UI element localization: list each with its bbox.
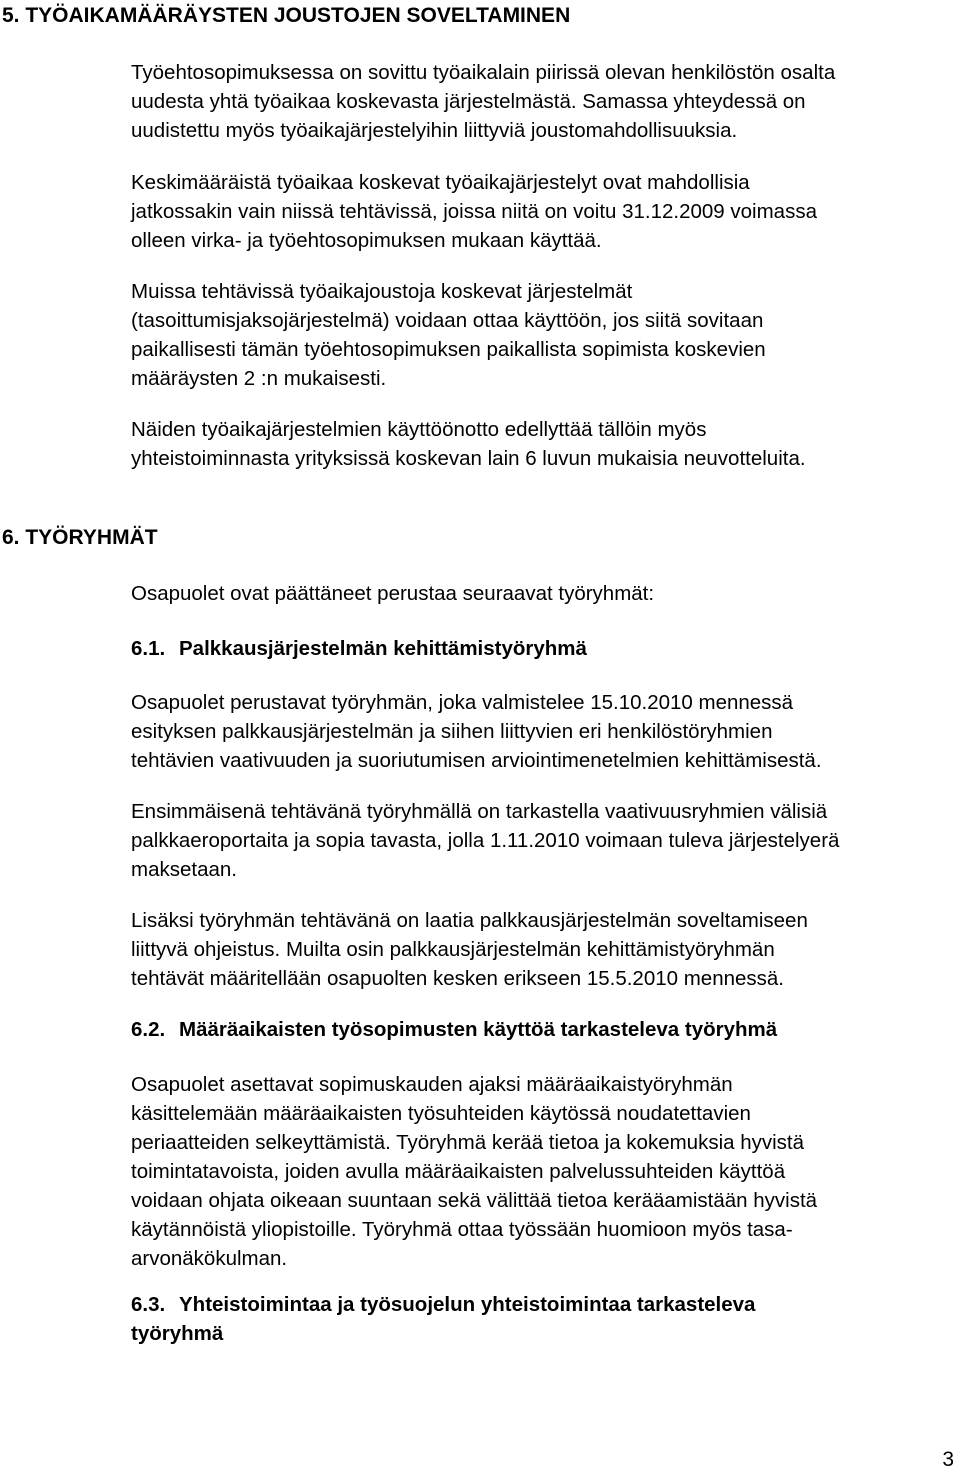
- subsection-6-3-heading: [131, 1290, 755, 1348]
- text-line: käytännöistä yliopistoille. Työryhmä ottaa työssään huomioon myös tasa-: [131, 1218, 793, 1241]
- text-line: Työehtosopimuksessa on sovittu työaikalain piirissä olevan henkilöstön osalta: [131, 61, 836, 84]
- text-line: määräysten 2 :n mukaisesti.: [131, 367, 387, 390]
- text-line: uudistettu myös työaikajärjestelyihin liittyviä joustomahdollisuuksia.: [131, 119, 738, 142]
- text-line: palkkaeroportaita ja sopia tavasta, jolla 1.11.2010 voimaan tuleva järjestelyerä: [131, 829, 840, 852]
- section-5-paragraph-1: [131, 58, 957, 145]
- text-line: Osapuolet ovat päättäneet perustaa seuraavat työryhmät:: [131, 582, 655, 605]
- text-line: Näiden työaikajärjestelmien käyttöönotto edellyttää tällöin myös: [131, 418, 707, 441]
- text-line: toimintatavoista, joiden avulla määräaikaisten palvelussuhteiden käyttöä: [131, 1160, 786, 1183]
- section-5-paragraph-4: [131, 415, 957, 473]
- text-line: jatkossakin vain niissä tehtävissä, joissa niitä on voitu 31.12.2009 voimassa: [131, 200, 817, 223]
- text-line: paikallisesti tämän työehtosopimuksen paikallista sopimista koskevien: [131, 338, 766, 361]
- text-line: käsittelemään määräaikaisten työsuhteiden käytössä noudatettavien: [131, 1102, 751, 1125]
- subsection-title: Palkkausjärjestelmän kehittämistyöryhmä: [179, 637, 587, 660]
- text-line: tehtävien vaativuuden ja suoriutumisen arviointimenetelmien kehittämisestä.: [131, 749, 822, 772]
- text-line: olleen virka- ja työehtosopimuksen mukaan käyttää.: [131, 229, 602, 252]
- subsection-6-2-paragraph-1: [131, 1070, 957, 1273]
- subsection-title: Yhteistoimintaa ja työsuojelun yhteistoimintaa tarkasteleva: [179, 1293, 756, 1316]
- text-line: periaatteiden selkeyttämistä. Työryhmä kerää tietoa ja kokemuksia hyvistä: [131, 1131, 805, 1154]
- text-line: Osapuolet asettavat sopimuskauden ajaksi määräaikaistyöryhmän: [131, 1073, 733, 1096]
- subsection-6-1-paragraph-3: [131, 906, 957, 993]
- text-line: Lisäksi työryhmän tehtävänä on laatia palkkausjärjestelmän soveltamiseen: [131, 909, 808, 932]
- text-line: yhteistoiminnasta yrityksissä koskevan lain 6 luvun mukaisia neuvotteluita.: [131, 447, 806, 470]
- subsection-6-1-paragraph-1: [131, 688, 957, 775]
- text-line: (tasoittumisjaksojärjestelmä) voidaan ottaa käyttöön, jos siitä sovitaan: [131, 309, 764, 332]
- text-line: arvonäkökulman.: [131, 1247, 288, 1270]
- text-line: voidaan ohjata oikeaan suuntaan sekä välittää tietoa kerääamistään hyvistä: [131, 1189, 818, 1212]
- text-line: Osapuolet perustavat työryhmän, joka valmistelee 15.10.2010 mennessä: [131, 691, 794, 714]
- subsection-number: 6.2.: [131, 1018, 166, 1041]
- subsection-number: 6.1.: [131, 637, 166, 660]
- subsection-6-1-paragraph-2: [131, 797, 957, 884]
- page-number: 3: [942, 1448, 954, 1471]
- text-line: tehtävät määritellään osapuolten kesken erikseen 15.5.2010 mennessä.: [131, 967, 785, 990]
- subsection-title: Määräaikaisten työsopimusten käyttöä tarkasteleva työryhmä: [179, 1018, 778, 1041]
- text-line: Keskimääräistä työaikaa koskevat työaikajärjestelyt ovat mahdollisia: [131, 171, 750, 194]
- text-line: Muissa tehtävissä työaikajoustoja koskevat järjestelmät: [131, 280, 633, 303]
- subsection-title-continued: työryhmä: [131, 1322, 224, 1345]
- text-line: esityksen palkkausjärjestelmän ja siihen liittyvien eri henkilöstöryhmien: [131, 720, 773, 743]
- section-5-paragraph-3: [131, 277, 957, 393]
- section-6-heading: 6. TYÖRYHMÄT: [2, 526, 158, 549]
- text-line: maksetaan.: [131, 858, 237, 881]
- text-line: Ensimmäisenä tehtävänä työryhmällä on tarkastella vaativuusryhmien välisiä: [131, 800, 828, 823]
- text-line: liittyvä ohjeistus. Muilta osin palkkausjärjestelmän kehittämistyöryhmän: [131, 938, 775, 961]
- text-line: uudesta yhtä työaikaa koskevasta järjestelmästä. Samassa yhteydessä on: [131, 90, 806, 113]
- subsection-6-1-heading: [131, 634, 587, 663]
- section-6-intro: [131, 579, 957, 608]
- section-5-paragraph-2: [131, 168, 957, 255]
- subsection-number: 6.3.: [131, 1293, 166, 1316]
- section-5-heading: 5. TYÖAIKAMÄÄRÄYSTEN JOUSTOJEN SOVELTAMINEN: [2, 4, 571, 27]
- subsection-6-2-heading: [131, 1015, 777, 1044]
